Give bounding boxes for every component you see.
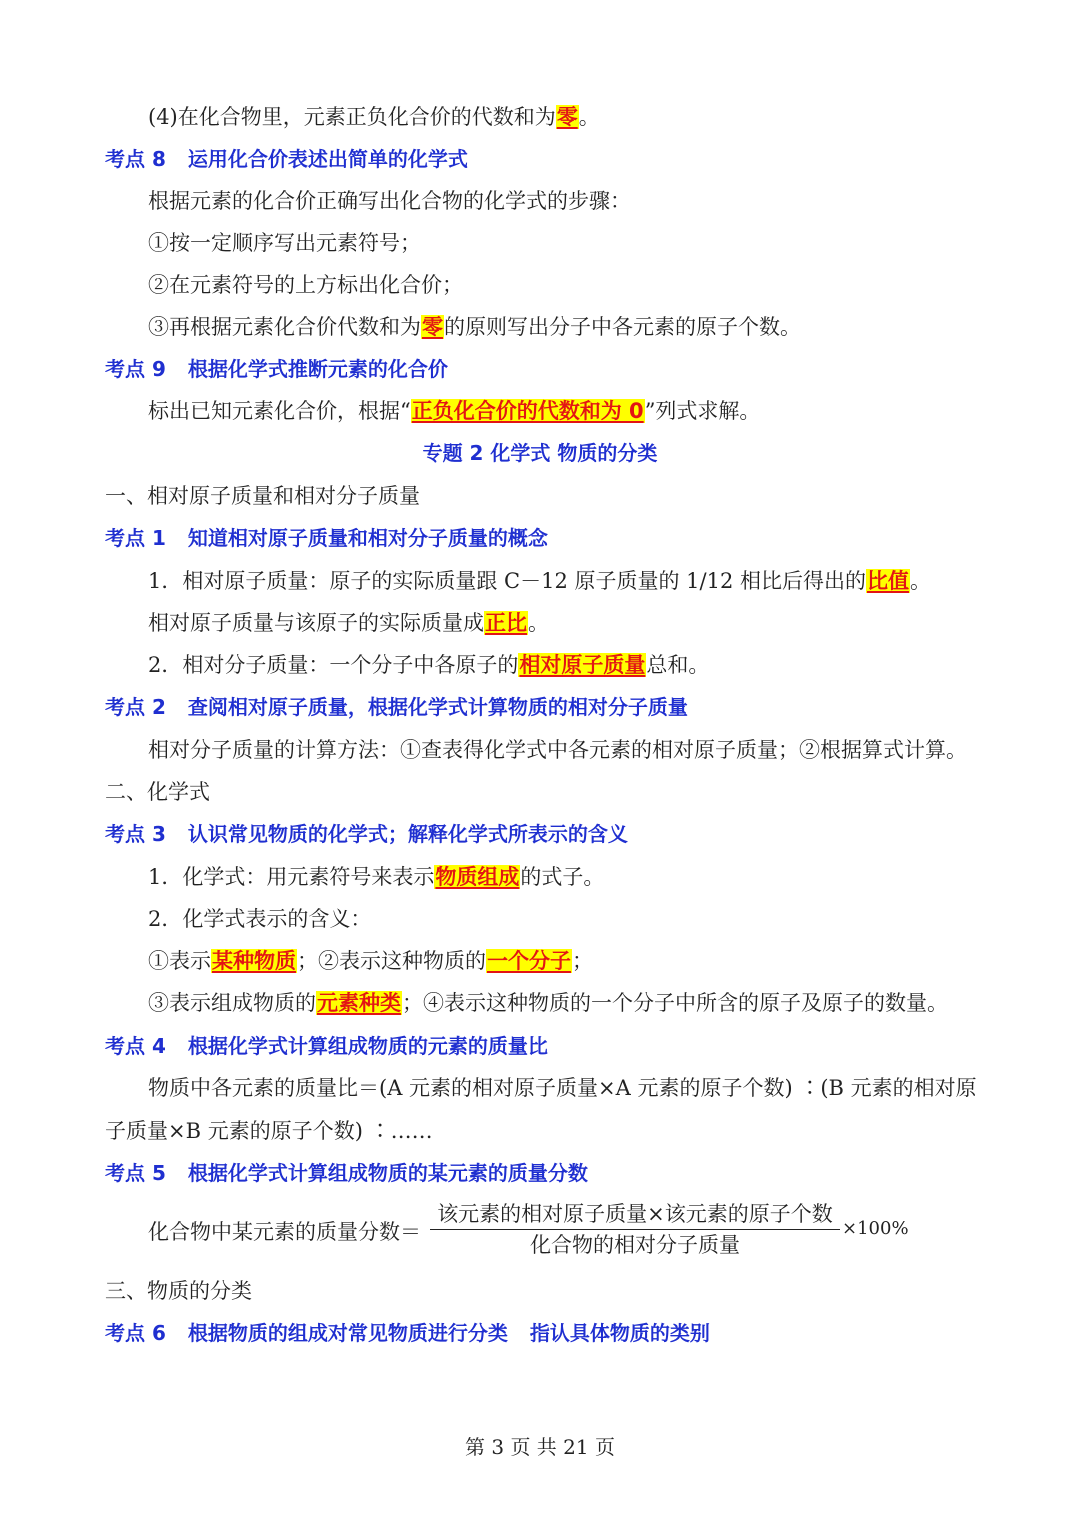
text: ”列式求解。 <box>644 399 761 423</box>
mass-ratio-formula-line1: 物质中各元素的质量比＝(A 元素的相对原子质量×A 元素的原子个数) ∶(B 元素的相对原 <box>148 1076 977 1100</box>
text: 的原则写出分子中各元素的原子个数。 <box>444 315 801 339</box>
kaodian-title: 根据化学式计算组成物质的某元素的质量分数 <box>187 1161 588 1185</box>
kaodian-8-heading <box>105 144 468 174</box>
formula-numerator: 该元素的相对原子质量×该元素的原子个数 <box>437 1202 833 1226</box>
kaodian-label: 考点 4 <box>105 1034 166 1058</box>
text: ③再根据元素化合价代数和为 <box>148 315 421 339</box>
kaodian-label: 考点 1 <box>105 526 166 550</box>
text: ①表示 <box>148 949 211 973</box>
meaning-1-2 <box>148 946 593 976</box>
text: 1．化学式：用元素符号来表示 <box>148 865 435 889</box>
meaning-3-4 <box>148 988 948 1018</box>
text: 的式子。 <box>520 865 605 889</box>
formula-fraction <box>430 1200 840 1259</box>
kaodian-label: 考点 5 <box>105 1161 166 1185</box>
text: ；④表示这种物质的一个分子中所含的原子及原子的数量。 <box>402 991 948 1015</box>
text: 1．相对原子质量：原子的实际质量跟 C－12 原子质量的 1/12 相比后得出的 <box>148 569 867 593</box>
kaodian-9-heading <box>105 354 448 384</box>
definition-relative-atomic-mass <box>148 566 931 596</box>
text: ③表示组成物质的 <box>148 991 316 1015</box>
highlight-zero: 零 <box>556 105 578 129</box>
highlight-atomic-mass: 相对原子质量 <box>519 653 646 677</box>
kaodian-label: 考点 6 <box>105 1321 166 1345</box>
section-heading-3: 三、物质的分类 <box>105 1279 252 1303</box>
paragraph <box>148 608 549 638</box>
kaodian-title: 指认具体物质的类别 <box>529 1321 710 1345</box>
formula-rhs: ×100% <box>842 1218 909 1239</box>
definition-chemical-formula <box>148 862 604 892</box>
kaodian-4-heading <box>105 1031 548 1061</box>
highlight-ratio: 比值 <box>867 569 910 593</box>
text: 相对原子质量与该原子的实际质量成 <box>148 611 484 635</box>
highlight-substance: 某种物质 <box>212 949 296 973</box>
kaodian-2-heading <box>105 692 688 722</box>
kaodian-3-heading <box>105 819 628 849</box>
kaodian-title: 根据物质的组成对常见物质进行分类 <box>187 1321 508 1345</box>
text: 2．相对分子质量：一个分子中各原子的 <box>148 653 519 677</box>
highlight-element-types: 元素种类 <box>317 991 401 1015</box>
text: 标出已知元素化合价，根据“ <box>148 399 411 423</box>
step-1: ①按一定顺序写出元素符号； <box>148 231 421 255</box>
text: 。 <box>528 611 549 635</box>
mass-ratio-formula-line2: 子质量×B 元素的原子个数) ∶…… <box>105 1119 433 1143</box>
kaodian-1-heading <box>105 523 548 553</box>
kaodian-label: 考点 8 <box>105 147 166 171</box>
kaodian-title: 根据化学式计算组成物质的元素的质量比 <box>187 1034 548 1058</box>
kaodian-title: 运用化合价表述出简单的化学式 <box>187 147 468 171</box>
highlight-rule: 正负化合价的代数和为 0 <box>411 399 644 423</box>
fraction-bar <box>430 1229 840 1230</box>
paragraph: 根据元素的化合价正确写出化合物的化学式的步骤： <box>148 189 631 213</box>
kaodian-label: 考点 9 <box>105 357 166 381</box>
kaodian-title: 根据化学式推断元素的化合价 <box>187 357 448 381</box>
kaodian-title: 认识常见物质的化学式；解释化学式所表示的含义 <box>187 822 628 846</box>
kaodian-title: 知道相对原子质量和相对分子质量的概念 <box>187 526 548 550</box>
section-heading-1: 一、相对原子质量和相对分子质量 <box>105 484 420 508</box>
section-heading-2: 二、化学式 <box>105 780 210 804</box>
paragraph <box>148 396 760 426</box>
kaodian-label: 考点 3 <box>105 822 166 846</box>
highlight-composition: 物质组成 <box>435 865 520 889</box>
kaodian-title: 查阅相对原子质量，根据化学式计算物质的相对分子质量 <box>187 695 688 719</box>
rule-4-zero-sum <box>148 102 600 132</box>
kaodian-5-heading <box>105 1158 588 1188</box>
topic-title: 专题 2 化学式 物质的分类 <box>422 441 658 465</box>
text: 。 <box>578 105 600 129</box>
highlight-molecule: 一个分子 <box>487 949 571 973</box>
formula-denominator: 化合物的相对分子质量 <box>530 1233 740 1257</box>
step-2: ②在元素符号的上方标出化合价； <box>148 273 463 297</box>
kaodian-6-heading <box>105 1318 710 1348</box>
page-footer: 第 3 页 共 21 页 <box>465 1435 615 1459</box>
text: 。 <box>910 569 932 593</box>
paragraph: 2．化学式表示的含义： <box>148 907 372 931</box>
formula-lhs: 化合物中某元素的质量分数＝ <box>148 1220 421 1244</box>
highlight-proportional: 正比 <box>485 611 527 635</box>
text: ； <box>572 949 593 973</box>
definition-relative-molecular-mass <box>148 650 709 680</box>
highlight-zero: 零 <box>422 315 443 339</box>
paragraph: 相对分子质量的计算方法：①查表得化学式中各元素的相对原子质量；②根据算式计算。 <box>148 738 967 762</box>
text: ；②表示这种物质的 <box>297 949 486 973</box>
step-3 <box>148 312 801 342</box>
text: (4)在化合物里，元素正负化合价的代数和为 <box>148 105 556 129</box>
kaodian-label: 考点 2 <box>105 695 166 719</box>
text: 总和。 <box>646 653 710 677</box>
